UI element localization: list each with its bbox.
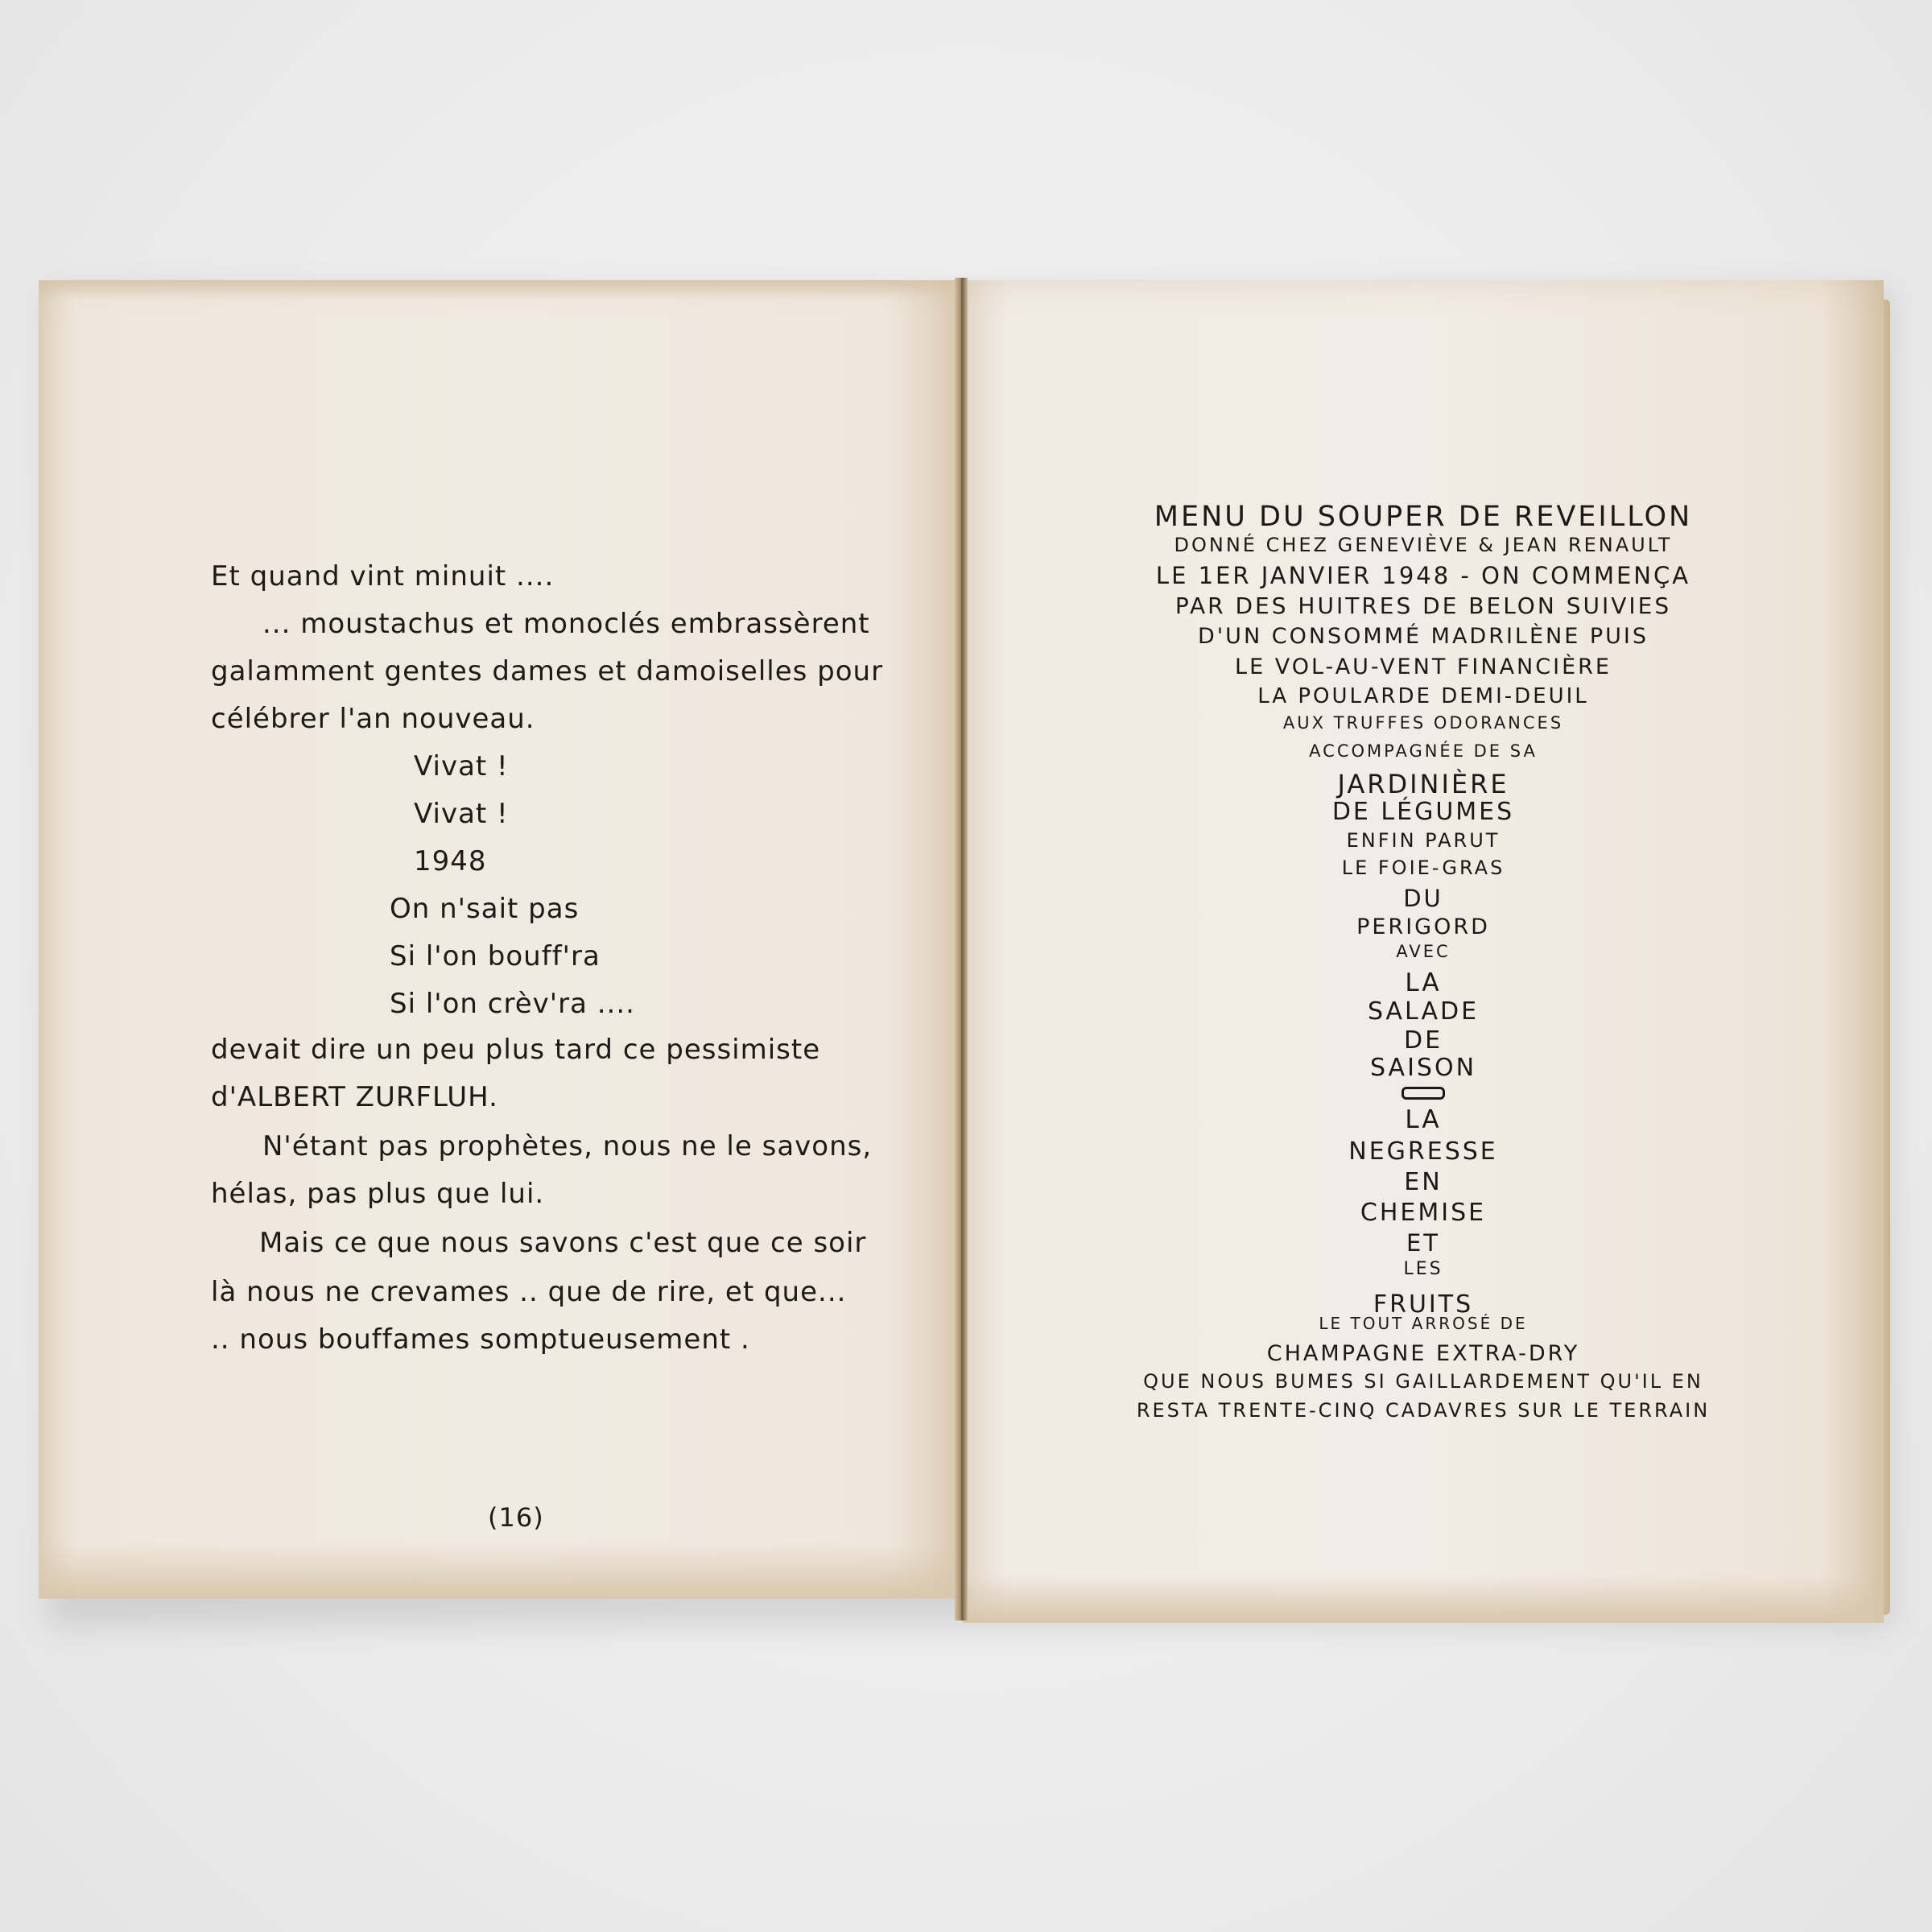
menu-line: CHEMISE [1360,1199,1487,1227]
menu-line: DE LÉGUMES [1331,798,1515,826]
left-line-13: N'étant pas prophètes, nous ne le savons, [262,1130,873,1162]
page-number: (16) [488,1502,544,1533]
left-line-1: Et quand vint minuit .... [211,560,555,592]
left-line-15: Mais ce que nous savons c'est que ce soir [259,1227,867,1259]
left-line-5: Vivat ! [414,750,509,782]
menu-line: AVEC [1396,942,1451,961]
menu-line: PERIGORD [1356,914,1490,939]
menu-line: LE 1ER JANVIER 1948 - ON COMMENÇA [1155,562,1691,589]
menu-line: PAR DES HUITRES DE BELON SUIVIES [1174,592,1672,619]
left-page [39,280,961,1599]
reveillon-menu [964,503,1882,1430]
left-line-6: Vivat ! [414,798,509,830]
menu-line: ENFIN PARUT [1346,829,1501,852]
menu-line: AUX TRUFFES ODORANCES [1282,713,1564,733]
menu-line: SAISON [1369,1054,1477,1082]
menu-title: MENU DU SOUPER DE REVEILLON [1154,501,1693,533]
left-line-8: On n'sait pas [390,893,580,925]
menu-line: DONNÉ CHEZ GENEVIÈVE & JEAN RENAULT [1174,534,1673,556]
menu-line: LA [1405,1105,1442,1134]
menu-line: DE [1403,1026,1443,1055]
menu-line: LE TOUT ARROSÉ DE [1319,1314,1528,1333]
left-line-2: ... moustachus et monoclés embrassèrent [262,608,870,640]
menu-line: LA [1405,968,1442,997]
menu-line: LES [1403,1259,1443,1279]
left-line-14: hélas, pas plus que lui. [211,1178,545,1210]
left-line-3: galamment gentes dames et damoiselles pour [211,655,884,687]
menu-line: ACCOMPAGNÉE DE SA [1309,741,1538,761]
left-line-16: là nous ne crevames .. que de rire, et que... [211,1276,847,1308]
menu-line: LA POULARDE DEMI-DEUIL [1257,684,1589,708]
menu-line: DU [1403,885,1443,912]
menu-line: RESTA TRENTE-CINQ CADAVRES SUR LE TERRAIN [1136,1399,1711,1422]
left-line-9: Si l'on bouff'ra [390,940,601,972]
menu-line: JARDINIÈRE [1337,769,1509,799]
menu-line: FRUITS [1373,1290,1474,1319]
menu-line: NEGRESSE [1348,1137,1498,1166]
menu-line: ET [1406,1229,1441,1257]
menu-line: EN [1404,1168,1443,1196]
left-line-17: .. nous bouffames somptueusement . [211,1323,750,1356]
left-line-10: Si l'on crèv'ra .... [390,988,635,1020]
menu-line: LE VOL-AU-VENT FINANCIÈRE [1235,654,1612,679]
menu-line: SALADE [1367,997,1480,1026]
left-line-4: célébrer l'an nouveau. [211,703,535,735]
left-line-12: d'ALBERT ZURFLUH. [211,1081,498,1113]
menu-line: D'UN CONSOMMÉ MADRILÈNE PUIS [1197,624,1649,649]
menu-line: LE FOIE-GRAS [1341,857,1505,879]
menu-line: CHAMPAGNE EXTRA-DRY [1266,1341,1580,1366]
left-line-11: devait dire un peu plus tard ce pessimiste [211,1034,821,1066]
menu-line: QUE NOUS BUMES SI GAILLARDEMENT QU'IL EN [1143,1370,1703,1393]
divider-ornament [1402,1087,1445,1100]
left-line-7: 1948 [414,845,487,877]
